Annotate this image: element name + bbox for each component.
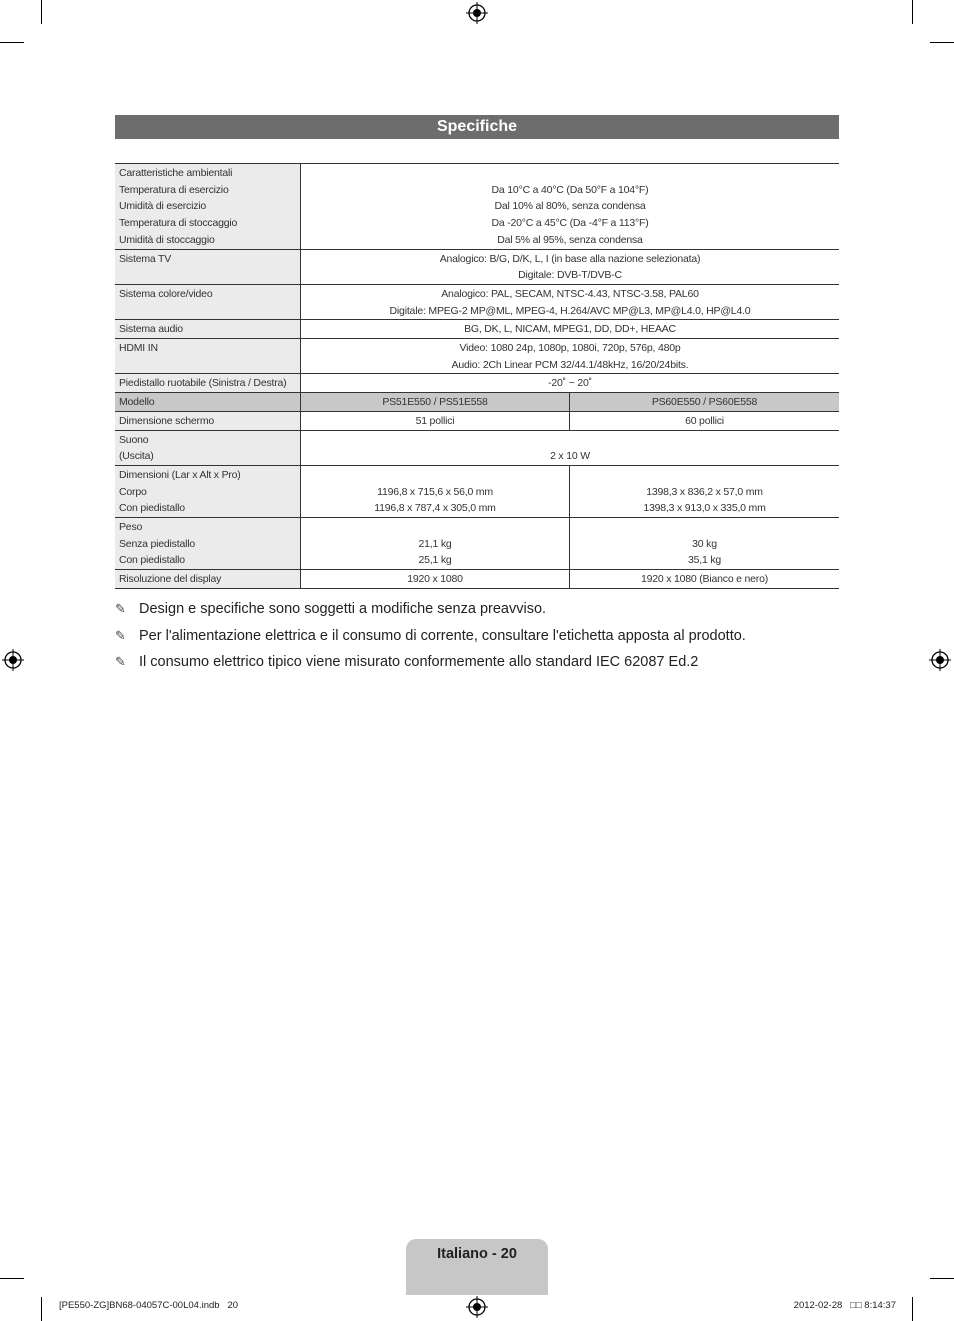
crop-mark bbox=[0, 1278, 24, 1279]
note-item bbox=[115, 599, 875, 626]
cell-text: Analogico: B/G, D/K, L, I (in base alla nazione selezionata) bbox=[439, 252, 701, 265]
cell-text: 1920 x 1080 bbox=[407, 573, 463, 586]
pencil-icon: ✎ bbox=[115, 601, 126, 616]
cell-text: 51 pollici bbox=[415, 414, 455, 427]
cell-text: Da -20°C a 45°C (Da -4°F a 113°F) bbox=[491, 217, 649, 230]
note-item bbox=[115, 652, 875, 679]
cell-text: 1196,8 x 715,6 x 56,0 mm bbox=[377, 485, 493, 498]
cell-text: Digitale: MPEG-2 MP@ML, MPEG-4, H.264/AVC MP@L3, MP@L4.0, HP@L4.0 bbox=[389, 304, 751, 317]
crop-mark bbox=[0, 42, 24, 43]
cell-text: 2 x 10 W bbox=[550, 450, 590, 463]
row-label bbox=[115, 411, 301, 430]
cell-text: 60 pollici bbox=[685, 414, 724, 427]
cell-text: Dimensioni (Lar x Alt x Pro) bbox=[119, 468, 241, 481]
cell-text: BG, DK, L, NICAM, MPEG1, DD, DD+, HEAAC bbox=[464, 323, 676, 336]
cell-text: Piedistallo ruotabile (Sinistra / Destra) bbox=[119, 377, 287, 390]
notes-list bbox=[115, 599, 875, 679]
section-title: Specifiche bbox=[115, 115, 839, 139]
table-row bbox=[115, 518, 839, 570]
cell-text: Risoluzione del display bbox=[119, 573, 222, 586]
registration-mark-icon bbox=[2, 649, 24, 671]
note-text: Il consumo elettrico tipico viene misurato conformemente allo standard IEC 62087 Ed.2 bbox=[139, 654, 699, 670]
row-value-col2 bbox=[570, 518, 840, 570]
row-value bbox=[301, 284, 840, 319]
specifications-table bbox=[115, 163, 839, 589]
registration-mark-icon bbox=[466, 1296, 488, 1318]
cell-text: 1196,8 x 787,4 x 305,0 mm bbox=[374, 502, 496, 515]
cell-text: Senza piedistallo bbox=[119, 537, 195, 550]
table-row bbox=[115, 465, 839, 517]
crop-mark bbox=[912, 0, 913, 24]
note-text: Per l'alimentazione elettrica e il consumo di corrente, consultare l'etichetta apposta al prodotto. bbox=[139, 627, 746, 644]
cell-text: (Uscita) bbox=[119, 450, 154, 463]
cell-text: -20˚ ~ 20˚ bbox=[548, 377, 592, 390]
row-value bbox=[301, 164, 840, 250]
row-value bbox=[301, 320, 840, 339]
cell-text: Video: 1080 24p, 1080p, 1080i, 720p, 576p, 480p bbox=[459, 342, 681, 355]
crop-mark bbox=[930, 1278, 954, 1279]
table-row bbox=[115, 164, 839, 250]
row-value-col1 bbox=[301, 570, 570, 589]
cell-text: Con piedistallo bbox=[119, 502, 185, 515]
cell-text: 35,1 kg bbox=[687, 554, 722, 567]
row-label bbox=[115, 339, 301, 374]
table-row bbox=[115, 284, 839, 319]
cell-text: Sistema colore/video bbox=[119, 287, 213, 300]
cell-text: Analogico: PAL, SECAM, NTSC-4.43, NTSC-3.58, PAL60 bbox=[441, 287, 699, 300]
row-value-col1 bbox=[301, 465, 570, 517]
row-label bbox=[115, 320, 301, 339]
cell-text: 1398,3 x 913,0 x 335,0 mm bbox=[643, 502, 766, 515]
row-value-col1 bbox=[301, 518, 570, 570]
table-row bbox=[115, 374, 839, 393]
row-label bbox=[115, 465, 301, 517]
row-label bbox=[115, 284, 301, 319]
row-value bbox=[301, 339, 840, 374]
cell-text: 30 kg bbox=[692, 537, 717, 550]
row-label bbox=[115, 570, 301, 589]
cell-text: Peso bbox=[119, 521, 143, 534]
cell-text: 1920 x 1080 (Bianco e nero) bbox=[640, 573, 769, 586]
cell-text: Caratteristiche ambientali bbox=[119, 167, 233, 179]
pencil-icon: ✎ bbox=[115, 654, 126, 669]
cell-text: Temperatura di stoccaggio bbox=[119, 217, 238, 230]
row-value-col2 bbox=[570, 570, 840, 589]
note-item bbox=[115, 626, 875, 653]
row-label bbox=[115, 518, 301, 570]
row-label bbox=[115, 249, 301, 284]
table-row bbox=[115, 411, 839, 430]
cell-text: Audio: 2Ch Linear PCM 32/44.1/48kHz, 16/20/24bits. bbox=[451, 358, 689, 371]
row-label bbox=[115, 430, 301, 465]
cell-text: Dal 10% al 80%, senza condensa bbox=[494, 200, 646, 213]
model-col2: PS60E550 / PS60E558 bbox=[570, 393, 840, 412]
cell-text: 25,1 kg bbox=[418, 554, 452, 567]
row-value-col2 bbox=[570, 411, 840, 430]
cell-text: 21,1 kg bbox=[418, 537, 452, 550]
cell-text: Sistema TV bbox=[119, 252, 172, 265]
page-number: Italiano - 20 bbox=[437, 1246, 517, 1262]
row-value-col2 bbox=[570, 465, 840, 517]
row-value bbox=[301, 249, 840, 284]
crop-mark bbox=[41, 1297, 42, 1321]
cell-text: Suono bbox=[119, 433, 149, 446]
table-row bbox=[115, 320, 839, 339]
cell-text: Da 10°C a 40°C (Da 50°F a 104°F) bbox=[491, 183, 649, 196]
crop-mark bbox=[912, 1297, 913, 1321]
row-label bbox=[115, 374, 301, 393]
registration-mark-icon bbox=[466, 2, 488, 24]
table-row bbox=[115, 570, 839, 589]
row-value-col1 bbox=[301, 411, 570, 430]
cell-text: HDMI IN bbox=[119, 342, 158, 355]
row-value bbox=[301, 430, 840, 465]
table-row bbox=[115, 249, 839, 284]
model-col1: PS51E550 / PS51E558 bbox=[301, 393, 570, 412]
cell-text: Digitale: DVB-T/DVB-C bbox=[518, 269, 622, 282]
row-label bbox=[115, 164, 301, 250]
table-row bbox=[115, 339, 839, 374]
cell-text: 1398,3 x 836,2 x 57,0 mm bbox=[646, 485, 763, 498]
model-header-row bbox=[115, 393, 839, 412]
cell-text: Sistema audio bbox=[119, 323, 183, 336]
cell-text: Umidità di esercizio bbox=[119, 200, 207, 213]
registration-mark-icon bbox=[929, 649, 951, 671]
pencil-icon: ✎ bbox=[115, 627, 126, 643]
footer-file-info: [PE550-ZG]BN68-04057C-00L04.indb 20 bbox=[59, 1300, 239, 1311]
crop-mark bbox=[41, 0, 42, 24]
crop-mark bbox=[930, 42, 954, 43]
cell-text: Corpo bbox=[119, 485, 147, 498]
cell-text: Dal 5% al 95%, senza condensa bbox=[497, 233, 643, 246]
cell-text: Temperatura di esercizio bbox=[119, 183, 229, 196]
cell-text: Umidità di stoccaggio bbox=[119, 233, 215, 246]
model-label: Modello bbox=[115, 393, 301, 412]
row-value bbox=[301, 374, 840, 393]
cell-text: Dimensione schermo bbox=[119, 414, 215, 427]
footer-timestamp: 2012-02-28 □□ 8:14:37 bbox=[793, 1300, 896, 1311]
note-text: Design e specifiche sono soggetti a modifiche senza preavviso. bbox=[139, 601, 547, 617]
table-row bbox=[115, 430, 839, 465]
cell-text: Con piedistallo bbox=[119, 554, 185, 567]
